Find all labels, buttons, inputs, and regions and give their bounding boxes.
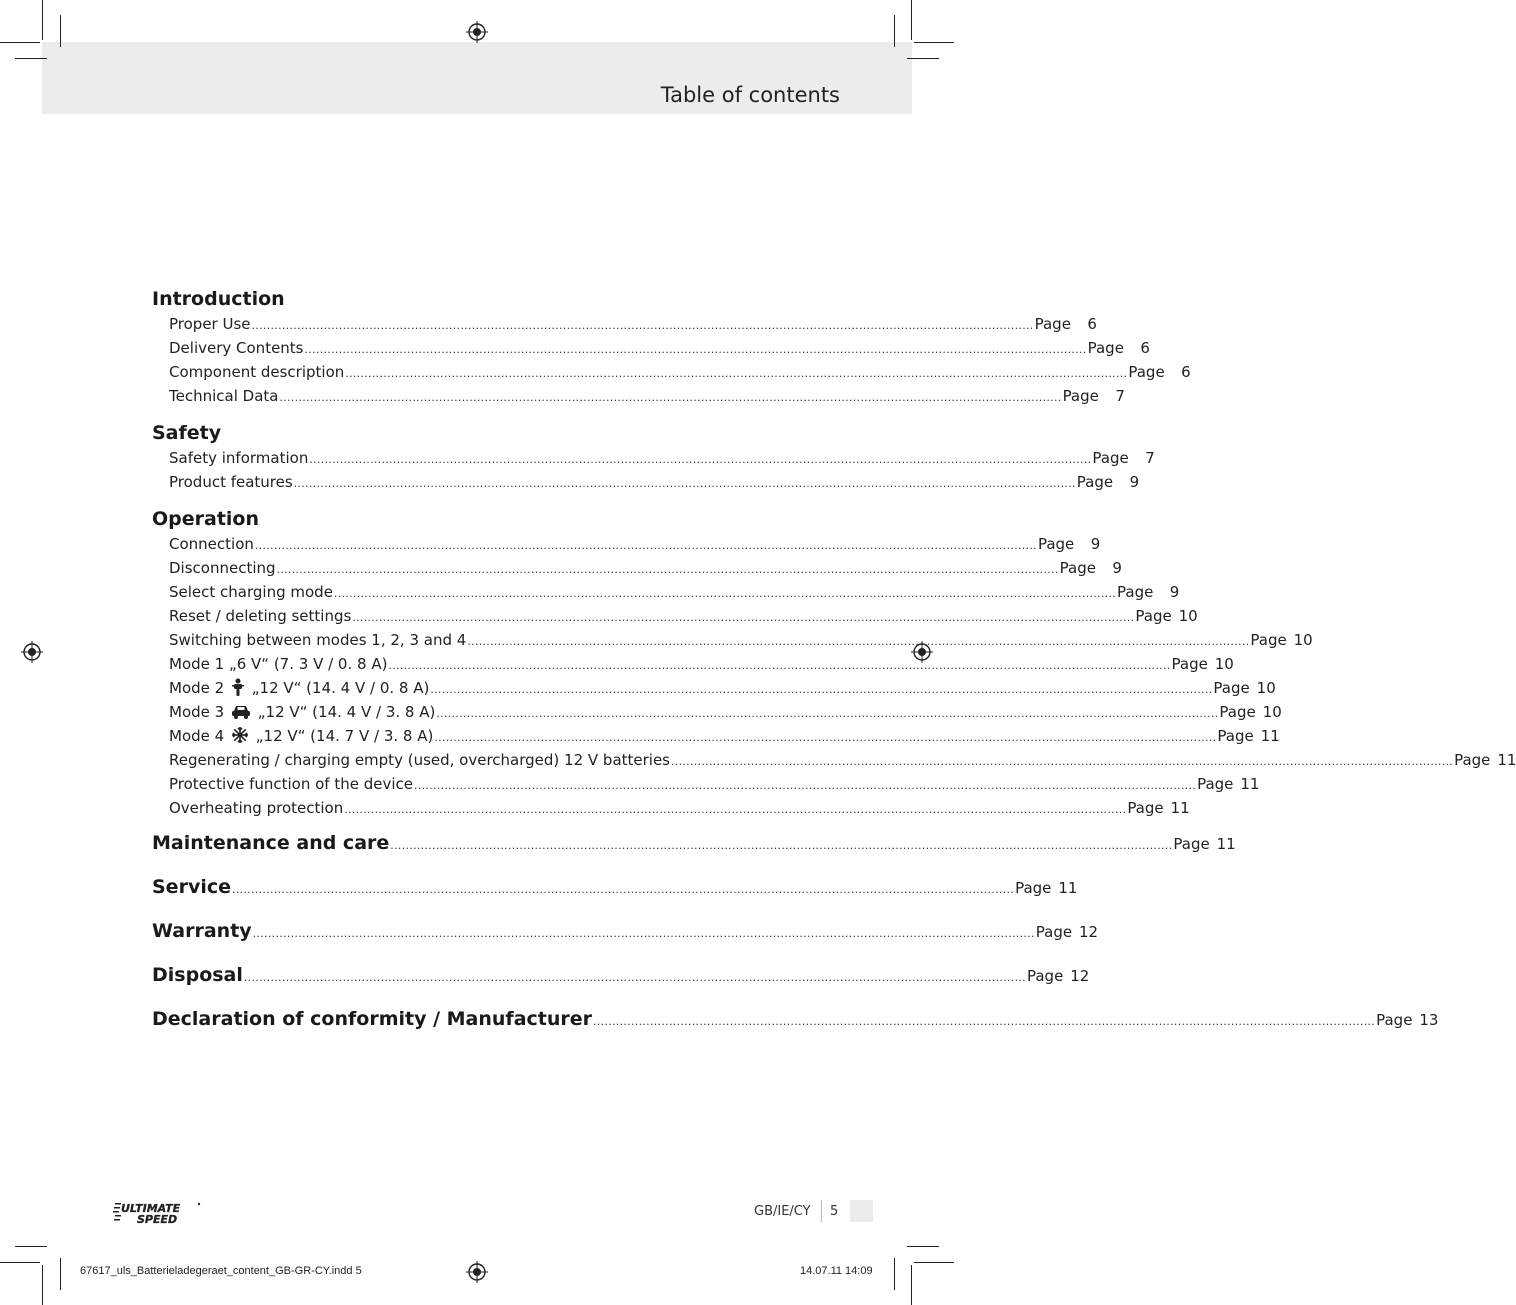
section-title-introduction: Introduction [152, 288, 285, 310]
section-title-safety: Safety [152, 422, 222, 444]
footer-tab [850, 1200, 873, 1222]
table-of-contents [152, 285, 1516, 1041]
crop-mark [60, 1258, 61, 1290]
logo-text-bottom: SPEED [137, 1213, 178, 1226]
toc-entry[interactable]: Reset / deleting settings .............................................................................................................................................................................................................. Page 10 [169, 607, 1198, 625]
toc-entry[interactable]: Disconnecting .............................................................................................................................................................................................................. Page 9 [169, 559, 1122, 577]
ultimate-speed-logo [113, 1200, 203, 1226]
section-title-operation: Operation [152, 508, 260, 530]
toc-entry[interactable]: Product features .............................................................................................................................................................................................................. Page 9 [169, 473, 1140, 491]
toc-entry[interactable]: Protective function of the device .............................................................................................................................................................................................................. Page 11 [169, 775, 1260, 793]
crop-mark [42, 0, 43, 40]
toc-entry[interactable]: Overheating protection .............................................................................................................................................................................................................. Page 11 [169, 799, 1190, 817]
logo-text-top: ULTIMATE [121, 1202, 181, 1215]
crop-mark [914, 42, 954, 43]
registration-mark-icon [466, 1261, 488, 1283]
toc-entry[interactable]: Mode 4 „12 V“ (14. 7 V / 3. 8 A) .............................................................................................................................................................................................................. Page 11 [169, 727, 1280, 745]
toc-entry[interactable]: Technical Data .............................................................................................................................................................................................................. Page 7 [169, 387, 1125, 405]
crop-mark [911, 0, 912, 40]
toc-main-entry[interactable]: Declaration of conformity / Manufacturer .............................................................................................................................................................................................................. Page 13 [152, 1008, 1439, 1030]
page-title: Table of contents [660, 83, 840, 107]
crop-mark [907, 1246, 939, 1247]
car-icon [231, 704, 251, 720]
snowflake-icon [231, 726, 249, 744]
toc-entry[interactable]: Connection .............................................................................................................................................................................................................. Page 9 [169, 535, 1101, 553]
slug-filename: 67617_uls_Batterieladegeraet_content_GB-GR-CY.indd 5 [80, 1265, 362, 1277]
toc-entry[interactable]: Switching between modes 1, 2, 3 and 4 .............................................................................................................................................................................................................. Page 10 [169, 631, 1313, 649]
toc-entry[interactable]: Proper Use .............................................................................................................................................................................................................. Page 6 [169, 315, 1097, 333]
slug-date: 14.07.11 14:09 [800, 1265, 873, 1277]
crop-mark [914, 1262, 954, 1263]
crop-mark [911, 1265, 912, 1305]
crop-mark [42, 1265, 43, 1305]
page-number: 5 [830, 1204, 839, 1219]
crop-mark [894, 15, 895, 47]
toc-entry[interactable]: Mode 3 „12 V“ (14. 4 V / 3. 8 A) .............................................................................................................................................................................................................. Page 10 [169, 703, 1282, 721]
toc-entry[interactable]: Select charging mode .............................................................................................................................................................................................................. Page 9 [169, 583, 1180, 601]
crop-mark [0, 42, 40, 43]
toc-main-entry[interactable]: Disposal .............................................................................................................................................................................................................. Page 12 [152, 964, 1090, 986]
crop-mark [15, 58, 47, 59]
crop-mark [15, 1246, 47, 1247]
toc-entry[interactable]: Regenerating / charging empty (used, overcharged) 12 V batteries .............................................................................................................................................................................................................. Page 11 [169, 751, 1516, 769]
footer-divider [821, 1200, 822, 1222]
crop-mark [907, 58, 939, 59]
crop-mark [0, 1262, 40, 1263]
toc-entry[interactable]: Mode 2 „12 V“ (14. 4 V / 0. 8 A) .............................................................................................................................................................................................................. Page 10 [169, 679, 1276, 697]
motorcycle-icon [231, 678, 245, 696]
registration-mark-icon [21, 641, 43, 663]
toc-main-entry[interactable]: Warranty .............................................................................................................................................................................................................. Page 12 [152, 920, 1099, 942]
toc-entry[interactable]: Mode 1 „6 V“ (7. 3 V / 0. 8 A) .............................................................................................................................................................................................................. Page 10 [169, 655, 1234, 673]
toc-entry[interactable]: Delivery Contents .............................................................................................................................................................................................................. Page 6 [169, 339, 1150, 357]
crop-mark [60, 15, 61, 47]
toc-main-entry[interactable]: Maintenance and care .............................................................................................................................................................................................................. Page 11 [152, 832, 1236, 854]
toc-main-entry[interactable]: Service .............................................................................................................................................................................................................. Page 11 [152, 876, 1078, 898]
toc-entry[interactable]: Safety information .............................................................................................................................................................................................................. Page 7 [169, 449, 1155, 467]
region-label: GB/IE/CY [754, 1204, 811, 1219]
crop-mark [894, 1258, 895, 1290]
registration-mark-icon [466, 21, 488, 43]
toc-entry[interactable]: Component description .............................................................................................................................................................................................................. Page 6 [169, 363, 1191, 381]
